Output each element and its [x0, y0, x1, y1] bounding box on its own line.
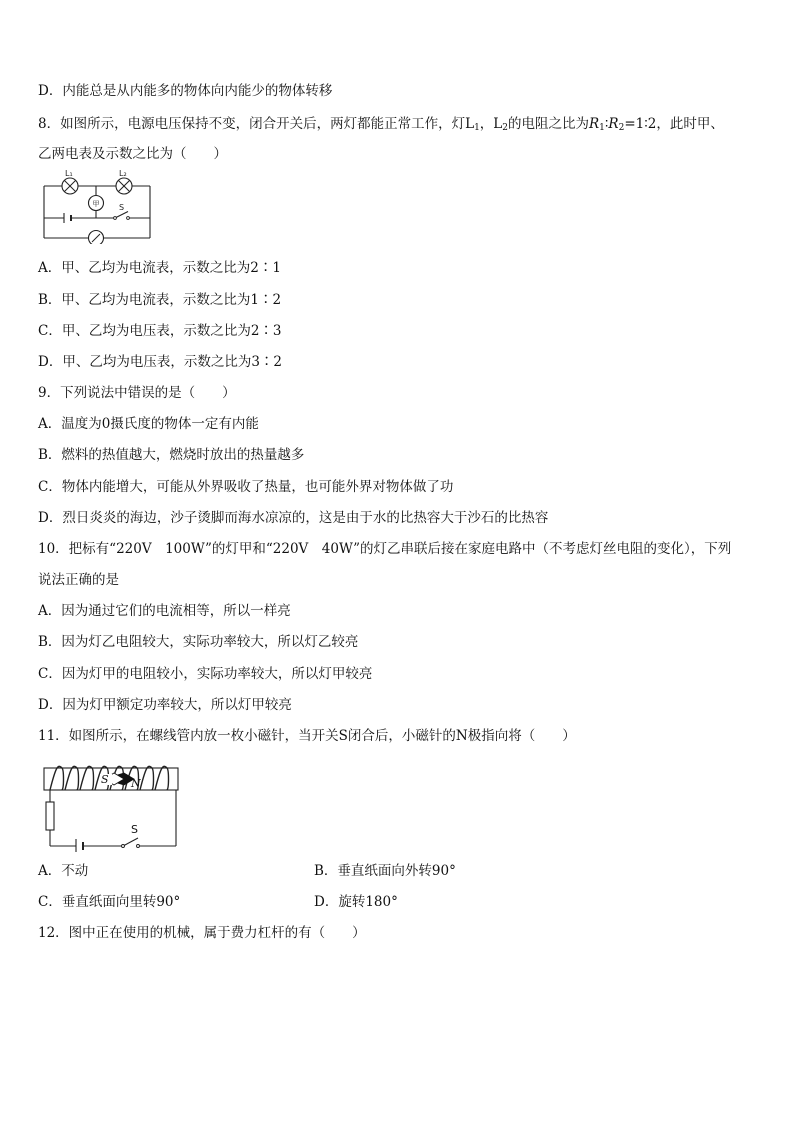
q9-option-b: B．燃料的热值越大，燃烧时放出的热量越多: [38, 447, 305, 463]
q11-option-d: D．旋转180°: [314, 894, 398, 910]
q11-label-s-pole: S: [101, 773, 109, 786]
q8-stem-part-b: 的电阻之比为: [508, 116, 589, 132]
q8-label-l2: L₂: [119, 169, 127, 178]
q11-switch-icon: [122, 838, 140, 848]
q11-label-switch: S: [131, 823, 138, 836]
q8-meter-a-icon: [89, 196, 104, 211]
q12-stem: 12．图中正在使用的机械，属于费力杠杆的有（ ）: [38, 925, 366, 941]
q10-option-d: D．因为灯甲额定功率较大，所以灯甲较亮: [38, 697, 292, 713]
q9-option-d: D．烈日炎炎的海边，沙子烫脚而海水凉凉的，这是由于水的比热容大于沙石的比热容: [38, 510, 549, 526]
q10-stem-line1: 10．把标有“220V 100W”的灯甲和“220V 40W”的灯乙串联后接在家庭电路中（不考虑灯丝电阻的变化），下列: [38, 541, 732, 557]
q10-option-a: A．因为通过它们的电流相等，所以一样亮: [38, 603, 291, 619]
q8-r2-symbol: R: [608, 116, 619, 132]
q9-option-a: A．温度为0摄氏度的物体一定有内能: [38, 416, 259, 432]
q11-stem: 11．如图所示，在螺线管内放一枚小磁针，当开关S闭合后，小磁针的N极指向将（ ）: [38, 728, 576, 744]
q8-meter-b-icon: [89, 231, 104, 245]
q8-option-b: B．甲、乙均为电流表，示数之比为1∶2: [38, 292, 282, 308]
q11-battery-icon: [76, 839, 83, 852]
q8-lamp-l2-sub: 2: [502, 123, 508, 133]
q8-stem-line1: 8．如图所示，电源电压保持不变，闭合开关后，两灯都能正常工作，灯$L_1$，$L_2$的电阻之比为$R_1∶R_2=1∶2$，此时甲、: [38, 116, 724, 133]
q11-resistor-icon: [46, 802, 54, 830]
q8-stem-line2: 乙两电表及示数之比为（ ）: [38, 146, 227, 162]
q10-option-b: B．因为灯乙电阻较大，实际功率较大，所以灯乙较亮: [38, 634, 359, 650]
prev-option-d: D．内能总是从内能多的物体向内能少的物体转移: [38, 83, 333, 99]
q8-r1-sub: 1: [599, 123, 605, 133]
q8-lamp-l2-symbol: L: [493, 116, 503, 132]
q10-stem-line2: 说法正确的是: [38, 572, 119, 588]
q8-stem-part-a: 8．如图所示，电源电压保持不变，闭合开关后，两灯都能正常工作，灯: [38, 116, 466, 132]
q11-label-n-pole: N: [131, 777, 141, 790]
q11-option-a: A．不动: [38, 863, 89, 879]
q8-lamp-l1-sub: 1: [474, 123, 480, 133]
q8-ratio-tail: =1∶2，此时甲、: [624, 116, 724, 132]
q8-lamp-l1-icon: [62, 178, 78, 194]
q8-option-a: A．甲、乙均为电流表，示数之比为2∶1: [38, 260, 281, 276]
q8-circuit-figure: [38, 168, 158, 244]
q9-stem: 9．下列说法中错误的是（ ）: [38, 385, 236, 401]
q8-r1-symbol: R: [589, 116, 600, 132]
q8-lamp-l1-symbol: L: [465, 116, 475, 132]
q8-label-l1: L₁: [65, 169, 73, 178]
q8-r2-sub: 2: [618, 123, 625, 133]
q8-option-c: C．甲、乙均为电压表，示数之比为2∶3: [38, 323, 282, 339]
q8-label-switch: S: [119, 203, 125, 212]
q11-solenoid-figure: [38, 760, 188, 852]
q11-option-b: B．垂直纸面向外转90°: [314, 863, 456, 879]
q8-separator: ，: [479, 116, 494, 132]
q8-switch-icon: [114, 212, 130, 220]
q8-label-meter-a: 甲: [92, 200, 100, 208]
q8-option-d: D．甲、乙均为电压表，示数之比为3∶2: [38, 354, 283, 370]
q11-option-c: C．垂直纸面向里转90°: [38, 894, 181, 910]
q8-battery-icon: [64, 213, 71, 223]
q8-lamp-l2-icon: [116, 178, 132, 194]
q9-option-c: C．物体内能增大，可能从外界吸收了热量，也可能外界对物体做了功: [38, 479, 454, 495]
q10-option-c: C．因为灯甲的电阻较小，实际功率较大，所以灯甲较亮: [38, 666, 373, 682]
